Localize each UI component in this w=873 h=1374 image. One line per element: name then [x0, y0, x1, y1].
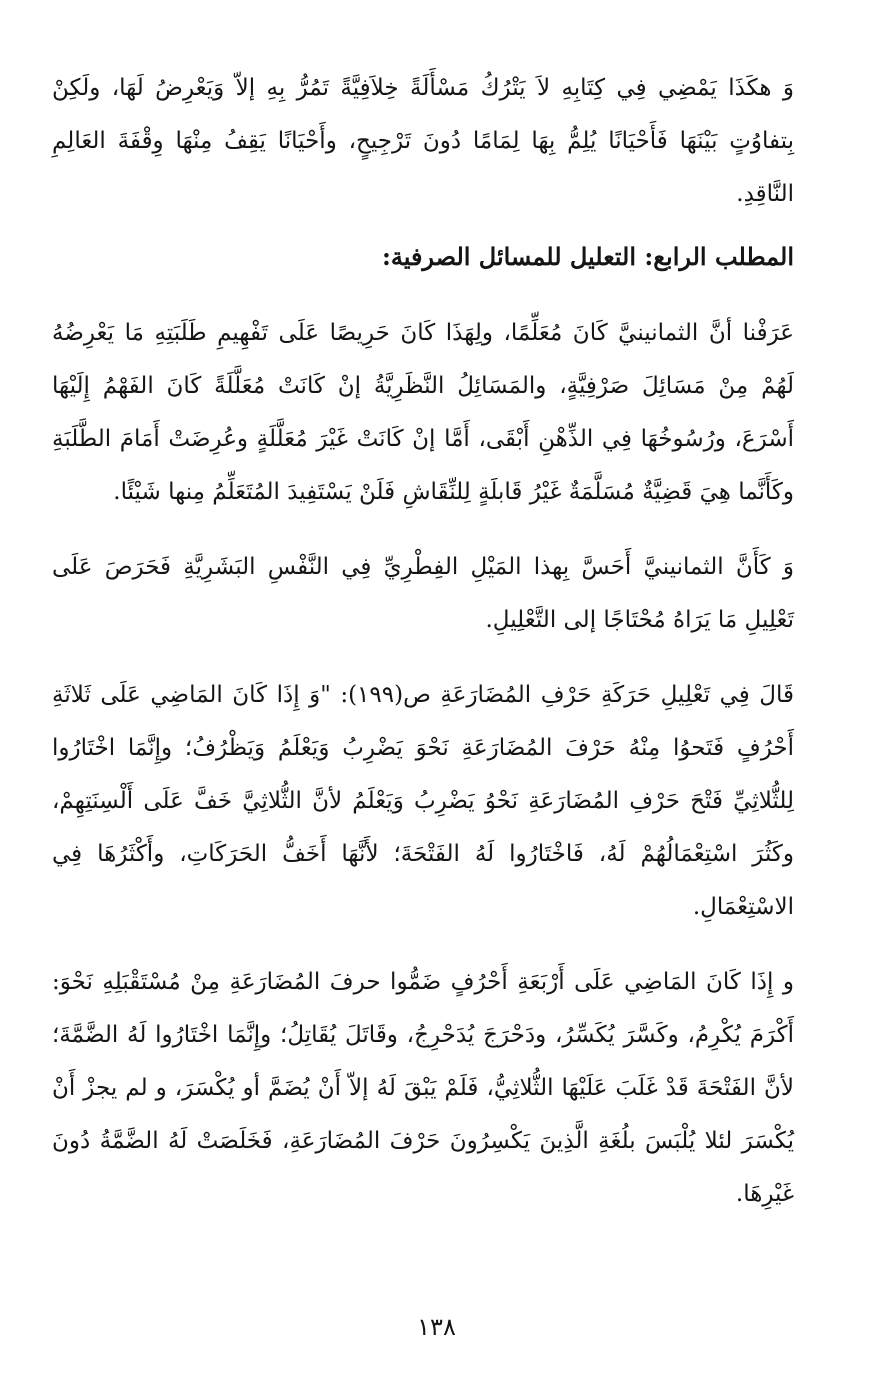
spacer [52, 934, 794, 956]
paragraph-natural-inclination: وَ كَأَنَّ الثمانينيَّ أَحَسَّ بِهذا المَيْلِ الفِطْرِيِّ فِي النَّفْسِ البَشَرِيَّةِ فَحَرَصَ عَلَى تَعْلِيلِ مَا يَرَاهُ مُحْتَاجًا إلى التَّعْلِيلِ. [52, 554, 794, 633]
document-page [52, 62, 794, 1221]
paragraph-teaching: عَرَفْنا أنَّ الثمانينيَّ كَانَ مُعَلِّمًا، ولِهَذَا كَانَ حَرِيصًا عَلَى تَفْهِيمِ طَلَبَتِهِ مَا يَعْرِضُهُ لَهُمْ مِنْ مَسَائِلَ صَرْفِيَّةٍ، والمَسَائِلُ النَّظَرِيَّةُ إنْ كَانَتْ مُعَلَّلَةً كَانَ الفَهْمُ إِلَيْهَا أَسْرَعَ، ورُسُوخُهَا فِي الذِّهْنِ أَبْقَى، أَمَّا إنْ كَانَتْ غَيْرَ مُعَلَّلَةٍ وعُرِضَتْ أَمَامَ الطَّلَبَةِ وكَأَنَّما هِيَ قَضِيَّةٌ مُسَلَّمَةٌ غَيْرُ قَابلَةٍ لِلنِّقَاشِ فَلَنْ يَسْتَفِيدَ المُتَعَلِّمُ مِنها شَيْئًا. [52, 320, 794, 505]
page-number: ١٣٨ [417, 1313, 456, 1341]
section-heading: المطلب الرابع: التعليل للمسائل الصرفية: [381, 242, 794, 271]
spacer [52, 221, 794, 231]
paragraph-quadriliteral: و إِذَا كَانَ المَاضِي عَلَى أَرْبَعَةِ أَحْرُفٍ ضَمُّوا حرفَ المُضَارَعَةِ مِنْ مُسْتَقْبَلِهِ نَحْوَ: أَكْرَمَ يُكْرِمُ، وكَسَّرَ يُكَسِّرُ، ودَحْرَجَ يُدَحْرِجُ، وقَاتَلَ يُقَاتِلُ؛ وإِنَّمَا اخْتَارُوا لَهُ الضَّمَّةَ؛ لأنَّ الفَتْحَةَ قَدْ غَلَبَ عَلَيْهَا الثُّلاثِيُّ، فَلَمْ يَبْقَ لَهُ إلاّ أَنْ يُضَمَّ أو يُكْسَرَ، و لم يجزْ أَنْ يُكْسَرَ لئلا يُلْبَسَ بلُغَةِ الَّذِينَ يَكْسِرُونَ حَرْفَ المُضَارَعَةِ، فَخَلَصَتْ لَهُ الضَّمَّةُ دُونَ غَيْرِهَا. [52, 969, 794, 1207]
paragraph-quotation-triliteral: قَالَ فِي تَعْلِيلِ حَرَكَةِ حَرْفِ المُضَارَعَةِ ص(١٩٩): "وَ إِذَا كَانَ المَاضِي عَلَى ثَلاثَةِ أَحْرُفٍ فَتَحوُا مِنْهُ حَرْفَ المُضَارَعَةِ نَحْوَ يَضْرِبُ وَيَعْلَمُ وَيَظْرُفُ؛ وإِنَّمَا اخْتَارُوا لِلثُّلاثِيِّ فَتْحَ حَرْفِ المُضَارَعَةِ نَحْوُ يَضْرِبُ وَيَعْلَمُ لأنَّ الثُّلاثِيَّ خَفَّ عَلَى أَلْسِنَتِهِمْ، وكَثُرَ اسْتِعْمَالُهُمْ لَهُ، فَاخْتَارُوا لَهُ الفَتْحَةَ؛ لأَنَّهَا أَخَفُّ الحَرَكَاتِ، وأَكْثَرُهَا فِي الاسْتِعْمَالِ. [52, 682, 794, 920]
paragraph-intro: وَ هكَذَا يَمْضِي فِي كِتَابِهِ لاَ يَتْرُكُ مَسْأَلَةً خِلاَفِيَّةً تَمُرُّ بِهِ إلاّ وَيَعْرِضُ لَهَا، ولَكِنْ بِتفاوُتٍ بَيْنَهَا فَأَحْيَانًا يُلِمُّ بِهَا لِمَامًا دُونَ تَرْجِيحٍ، وأَحْيَانًا يَقِفُ مِنْهَا وِقْفَةَ العَالِمِ النَّاقِدِ. [52, 75, 794, 207]
spacer [52, 647, 794, 669]
spacer [52, 519, 794, 541]
